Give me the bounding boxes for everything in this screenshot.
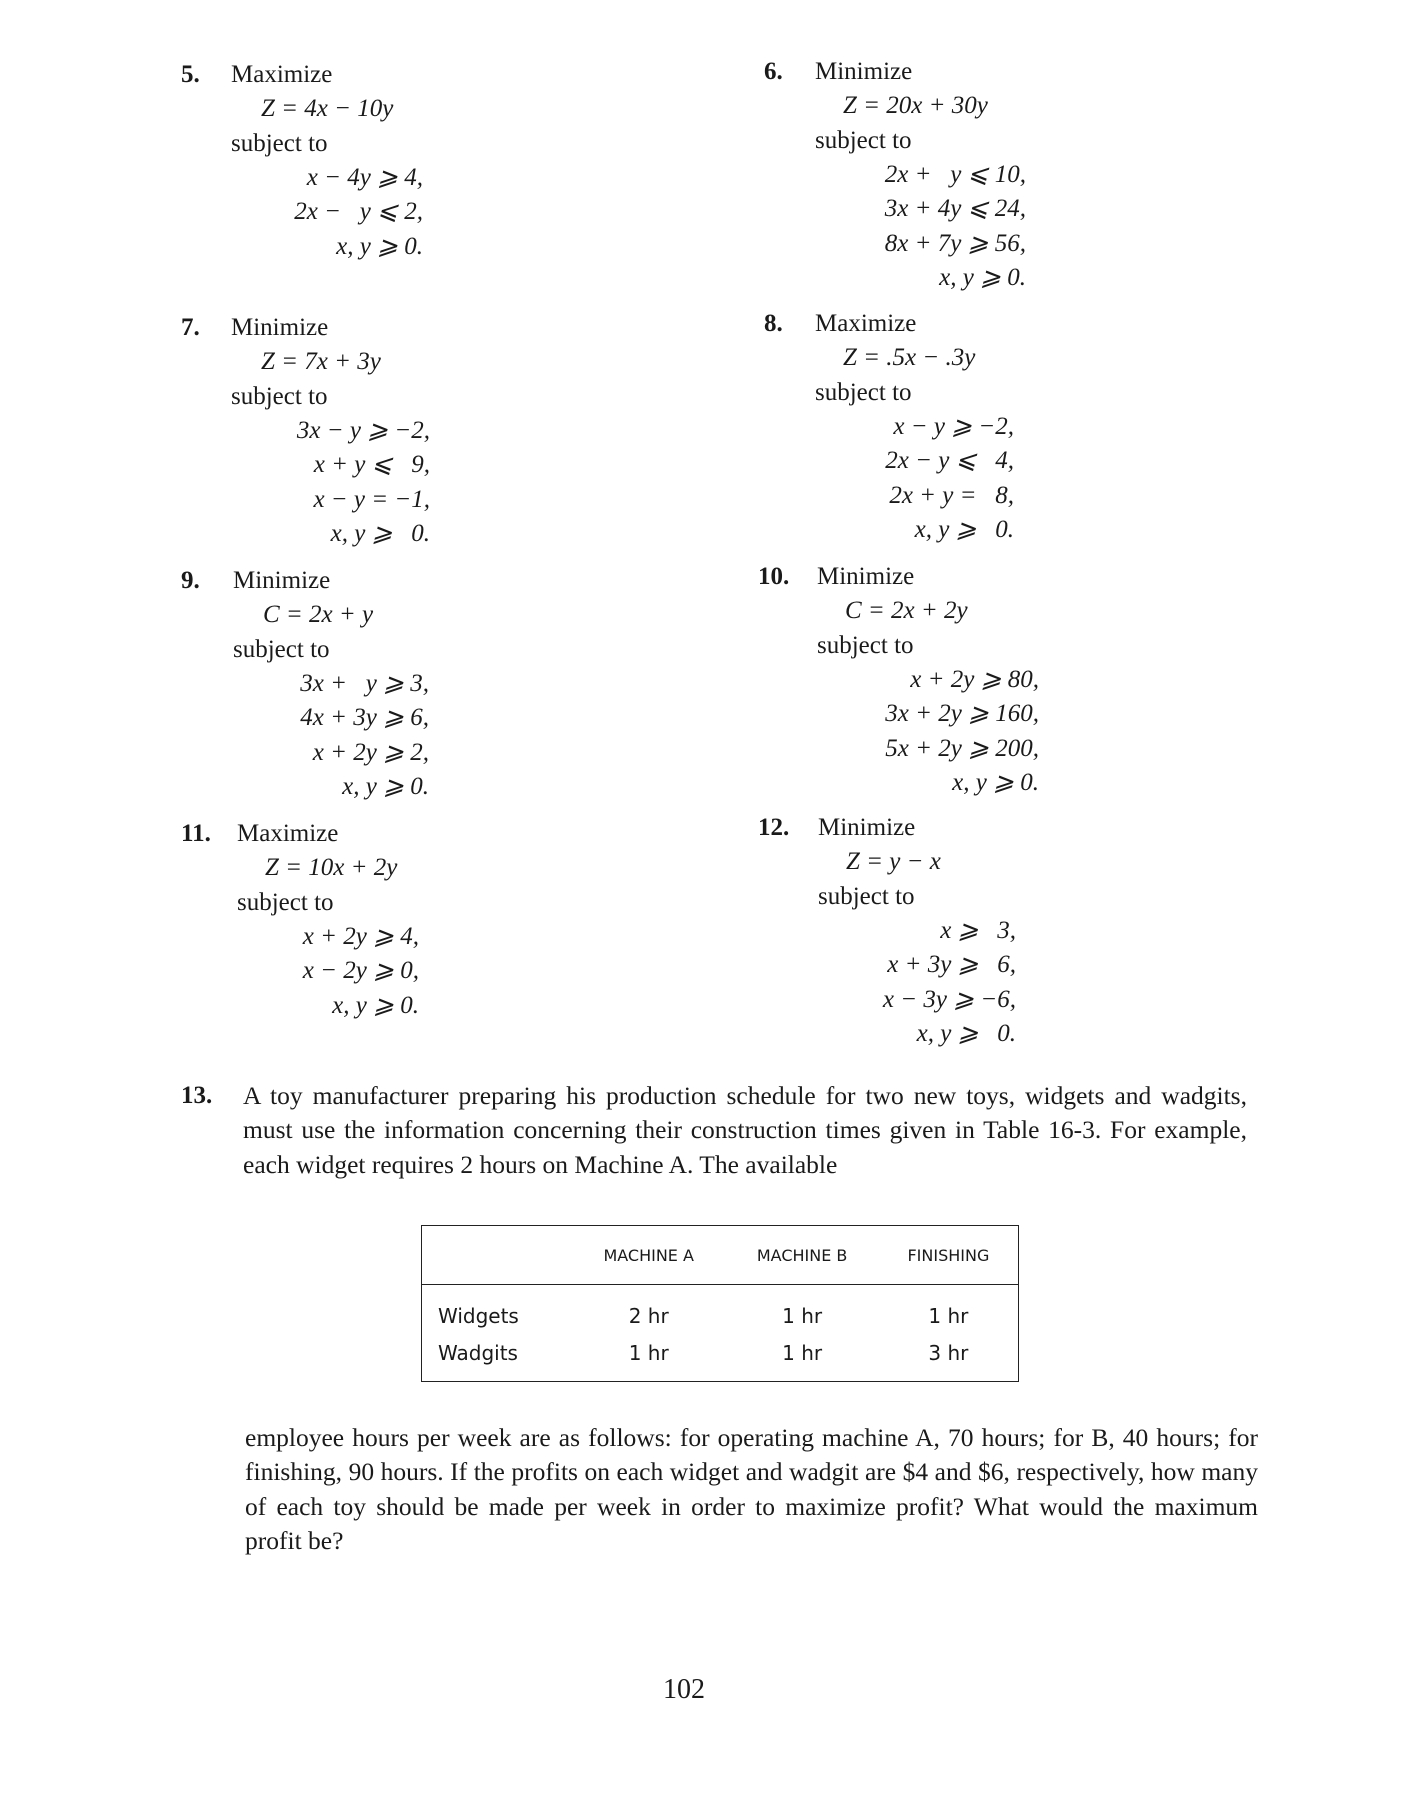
constraint: x, y ⩾ 0. xyxy=(952,768,1039,796)
table-cell: 1 hr xyxy=(782,1303,823,1328)
objective-function: Z = 7x + 3y xyxy=(261,348,381,376)
subject-to-label: subject to xyxy=(231,129,328,157)
problem-number: 6. xyxy=(764,58,783,85)
objective-function: Z = 4x − 10y xyxy=(261,95,394,123)
constraint: x, y ⩾ 0. xyxy=(342,772,429,800)
constraint: 2x − y ⩽ 4, xyxy=(885,447,1014,475)
table-cell: Wadgits xyxy=(438,1340,518,1365)
subject-to-label: subject to xyxy=(817,631,914,659)
subject-to-label: subject to xyxy=(815,126,912,154)
page-number: 102 xyxy=(663,1674,705,1705)
constraint: 3x − y ⩾ −2, xyxy=(296,416,430,444)
problem-verb: Maximize xyxy=(237,820,339,847)
constraint: x, y ⩾ 0. xyxy=(914,515,1014,543)
problem-13-intro: A toy manufacturer preparing his production schedule for two new toys, widgets and wadgits, must use the information concerning their construction times given in Table 16-3. For example, each widget requires 2 hours on Machine A. The available xyxy=(243,1081,1247,1179)
constraint: x + 2y ⩾ 4, xyxy=(302,922,419,950)
constraint: x − 4y ⩾ 4, xyxy=(306,163,423,191)
table-header xyxy=(422,1226,573,1285)
constraint: x − 2y ⩾ 0, xyxy=(302,957,419,985)
constraint: 5x + 2y ⩾ 200, xyxy=(885,734,1039,762)
table-row xyxy=(422,1285,1019,1335)
problem-verb: Minimize xyxy=(233,567,331,594)
table-cell: 1 hr xyxy=(928,1303,969,1328)
table-cell: Widgets xyxy=(438,1303,519,1328)
objective-function: C = 2x + y xyxy=(263,601,374,629)
table-header-row xyxy=(422,1226,1019,1285)
problem-verb: Maximize xyxy=(815,310,917,337)
constraint: x + y ⩽ 9, xyxy=(313,451,430,479)
constraint: x, y ⩾ 0. xyxy=(336,232,423,260)
constraint: x, y ⩾ 0. xyxy=(939,263,1026,291)
constraint: 2x − y ⩽ 2, xyxy=(294,198,423,226)
problem-number: 13. xyxy=(181,1082,213,1109)
problem-number: 8. xyxy=(764,310,783,337)
objective-function: C = 2x + 2y xyxy=(845,597,968,625)
constraint: x + 2y ⩾ 2, xyxy=(312,738,429,766)
construction-times-table xyxy=(421,1225,1019,1382)
table-cell: 1 hr xyxy=(628,1340,669,1365)
table-header: MACHINE A xyxy=(572,1226,725,1285)
constraint: 4x + 3y ⩾ 6, xyxy=(300,704,429,732)
subject-to-label: subject to xyxy=(815,378,912,406)
table-header: MACHINE B xyxy=(725,1226,878,1285)
problem-number: 10. xyxy=(758,563,790,590)
problem-13-continuation: employee hours per week are as follows: for operating machine A, 70 hours; for B, 40 hours; for finishing, 90 hours. If the profits on each widget and wadgit are $4 and $6, respectively, how many of each toy should be made per week in order to maximize profit? What would the maximum profit be? xyxy=(245,1423,1258,1555)
constraint: x ⩾ 3, xyxy=(940,916,1016,944)
table-header: FINISHING xyxy=(879,1226,1019,1285)
objective-function: Z = 20x + 30y xyxy=(843,92,988,120)
constraint: 3x + 4y ⩽ 24, xyxy=(884,195,1026,223)
constraint: 2x + y ⩽ 10, xyxy=(884,160,1026,188)
constraint: x − y ⩾ −2, xyxy=(893,412,1014,440)
problem-number: 12. xyxy=(758,814,790,841)
table-cell: 3 hr xyxy=(928,1340,969,1365)
constraint: 3x + y ⩾ 3, xyxy=(300,669,429,697)
problem-number: 9. xyxy=(181,567,200,594)
table-cell: 2 hr xyxy=(628,1303,669,1328)
constraint: x − y = −1, xyxy=(313,485,430,513)
constraint: 8x + 7y ⩾ 56, xyxy=(884,229,1026,257)
constraint: 3x + 2y ⩾ 160, xyxy=(885,700,1039,728)
objective-function: Z = 10x + 2y xyxy=(265,854,398,882)
objective-function: Z = .5x − .3y xyxy=(843,344,976,372)
problem-verb: Minimize xyxy=(818,814,916,841)
subject-to-label: subject to xyxy=(231,382,328,410)
constraint: x, y ⩾ 0. xyxy=(330,519,430,547)
constraint: x, y ⩾ 0. xyxy=(916,1019,1016,1047)
subject-to-label: subject to xyxy=(818,882,915,910)
subject-to-label: subject to xyxy=(233,635,330,663)
constraint: 2x + y = 8, xyxy=(889,481,1014,509)
constraint: x, y ⩾ 0. xyxy=(332,991,419,1019)
problem-number: 5. xyxy=(181,61,200,88)
subject-to-label: subject to xyxy=(237,888,334,916)
constraint: x − 3y ⩾ −6, xyxy=(882,985,1016,1013)
constraint: x + 2y ⩾ 80, xyxy=(910,665,1039,693)
problem-verb: Minimize xyxy=(817,563,915,590)
problem-number: 7. xyxy=(181,314,200,341)
problem-number: 11. xyxy=(181,820,211,847)
problem-verb: Minimize xyxy=(815,58,913,85)
table-cell: 1 hr xyxy=(782,1340,823,1365)
objective-function: Z = y − x xyxy=(846,848,941,876)
problem-verb: Maximize xyxy=(231,61,333,88)
table-row xyxy=(422,1334,1019,1381)
problem-verb: Minimize xyxy=(231,314,329,341)
constraint: x + 3y ⩾ 6, xyxy=(887,951,1016,979)
